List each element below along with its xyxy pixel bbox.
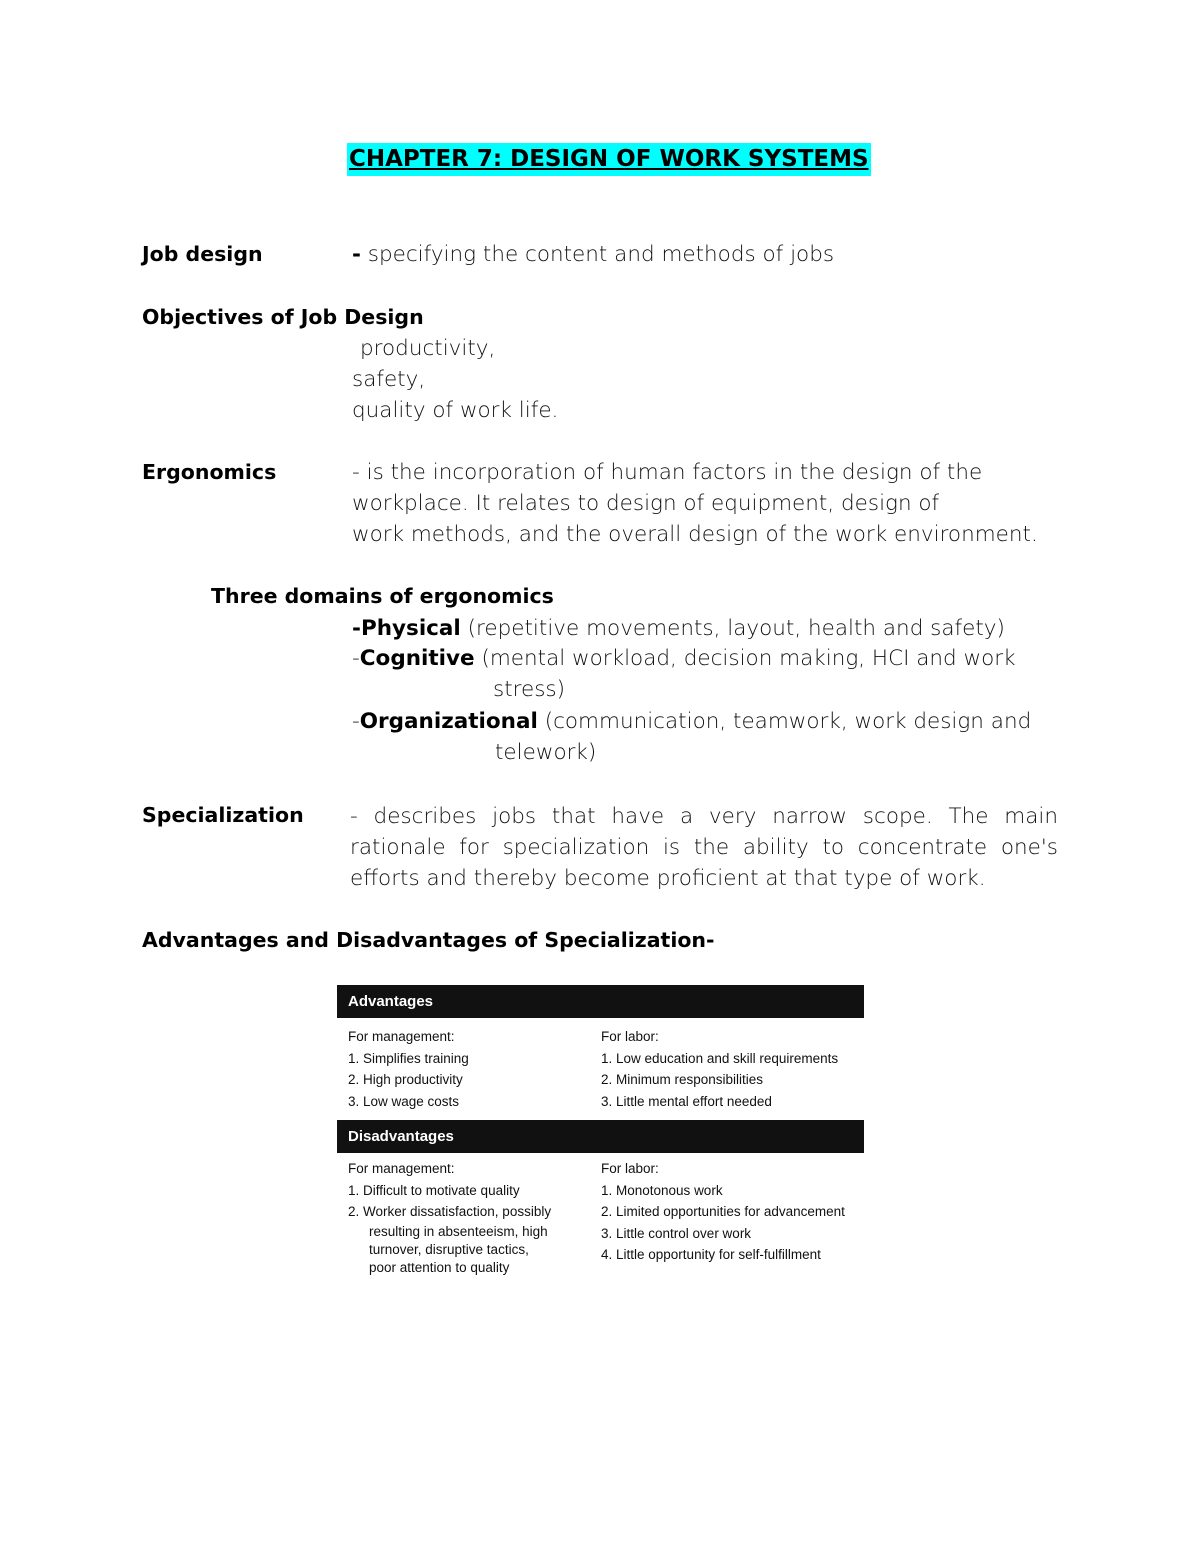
job-design-dash: - [352, 242, 361, 267]
list-item: 2. Limited opportunities for advancement [601, 1204, 845, 1219]
objectives-heading: Objectives of Job Design [142, 305, 424, 329]
ergonomics-line: work methods, and the overall design of the work environment. [352, 522, 1038, 547]
list-item: 2. Worker dissatisfaction, possibly [348, 1204, 552, 1219]
advantages-disadvantages-heading: Advantages and Disadvantages of Specialization- [142, 928, 715, 952]
objective-item: quality of work life. [352, 398, 559, 423]
domain-physical: -Physical (repetitive movements, layout, health and safety) [352, 616, 1005, 641]
ergonomics-line: - is the incorporation of human factors in the design of the [352, 460, 983, 485]
job-design-text: specifying the content and methods of jobs [360, 242, 835, 267]
list-item: 1. Monotonous work [601, 1182, 723, 1198]
specialization-table [337, 985, 864, 1280]
objective-item: productivity, [360, 336, 496, 361]
domain-organizational-cont: telework) [495, 740, 597, 765]
advantages-labor [601, 1026, 838, 1112]
list-item-continuation: poor attention to quality [369, 1259, 510, 1275]
page-title: CHAPTER 7: DESIGN OF WORK SYSTEMS [347, 143, 871, 176]
column-heading: For management: [348, 1161, 455, 1176]
ergonomics-term: Ergonomics [142, 460, 277, 484]
list-item: 3. Low wage costs [348, 1093, 460, 1109]
list-item: 3. Little control over work [601, 1225, 752, 1241]
objective-item: safety, [352, 367, 426, 392]
disadvantages-management [348, 1158, 551, 1277]
list-item-continuation: resulting in absenteeism, high [369, 1223, 548, 1239]
domain-cognitive: -Cognitive (mental workload, decision making, HCI and work [352, 646, 1016, 671]
job-design-definition [352, 242, 834, 267]
column-heading: For labor: [601, 1161, 659, 1176]
list-item: 2. Minimum responsibilities [601, 1072, 764, 1087]
list-item: 2. High productivity [348, 1072, 463, 1087]
advantages-bar: Advantages [337, 985, 864, 1018]
column-heading: For labor: [601, 1029, 659, 1044]
domain-cognitive-cont: stress) [493, 677, 566, 702]
specialization-term: Specialization [142, 803, 304, 827]
column-heading: For management: [348, 1029, 455, 1044]
advantages-management [348, 1026, 469, 1112]
job-design-term: Job design [142, 242, 263, 266]
list-item: 1. Low education and skill requirements [601, 1050, 839, 1066]
list-item: 4. Little opportunity for self-fulfillment [601, 1247, 821, 1262]
domains-heading: Three domains of ergonomics [211, 584, 554, 608]
list-item: 1. Difficult to motivate quality [348, 1182, 520, 1198]
disadvantages-bar: Disadvantages [337, 1120, 864, 1153]
specialization-definition: - describes jobs that have a very narrow scope. The main rationale for specialization is the ability to concentrate one's efforts and thereby become proficient at that type of work. [350, 804, 1058, 892]
domain-organizational: -Organizational (communication, teamwork, work design and [352, 709, 1032, 734]
disadvantages-labor [601, 1158, 845, 1266]
ergonomics-line: workplace. It relates to design of equipment, design of [352, 491, 940, 516]
list-item: 1. Simplifies training [348, 1050, 469, 1066]
list-item-continuation: turnover, disruptive tactics, [369, 1241, 529, 1257]
list-item: 3. Little mental effort needed [601, 1093, 772, 1109]
